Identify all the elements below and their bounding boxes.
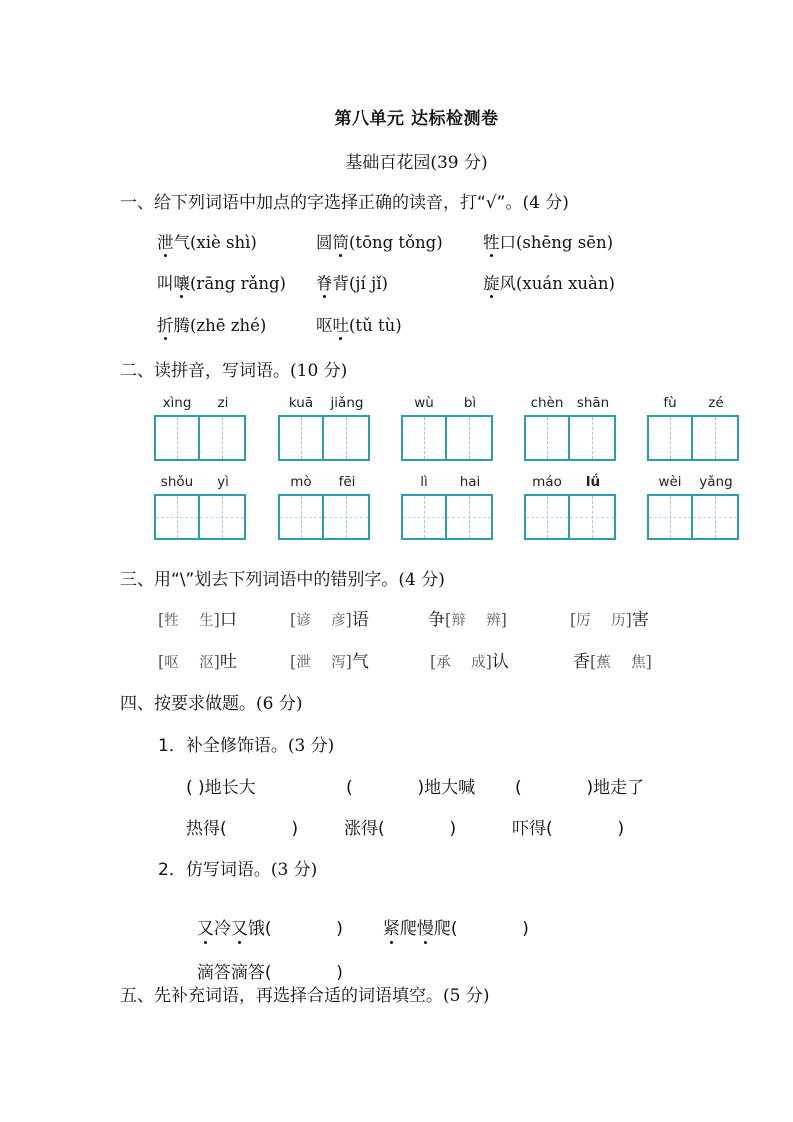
q3-item-2[interactable]: [谚 彦]语 <box>290 610 369 630</box>
question-1-heading: 一、给下列词语中加点的字选择正确的读音，打“√”。(4 分) <box>120 193 569 213</box>
q3-item-7[interactable]: [承 成]认 <box>430 652 509 672</box>
q4-sub1-blank-4[interactable]: 热得( ) <box>186 819 299 839</box>
char-box[interactable] <box>647 415 693 461</box>
q4-sub1-blank-2[interactable]: ( )地大喊 <box>346 778 476 798</box>
char-box[interactable] <box>324 415 370 461</box>
question-4-heading: 四、按要求做题。(6 分) <box>120 694 303 714</box>
char-box[interactable] <box>447 415 493 461</box>
char-box[interactable] <box>447 494 493 540</box>
q3-item-4[interactable]: [厉 历]害 <box>570 610 649 630</box>
q1-item-6: 旋风(xuán xuàn) <box>483 274 615 293</box>
q3-item-8[interactable]: 香[蕉 焦] <box>573 652 652 672</box>
q1-item-2: 圆筒(tōng tǒng) <box>316 233 443 252</box>
q1-item-4: 叫嚷(rāng rǎng) <box>157 274 286 293</box>
q3-item-5[interactable]: [呕 沤]吐 <box>158 652 237 672</box>
q1-item-1: 泄气(xiè shì) <box>157 233 257 252</box>
q1-item-5: 脊背(jí jǐ) <box>316 274 388 293</box>
char-box[interactable] <box>647 494 693 540</box>
q4-sub2-example-3[interactable]: 滴答滴答( ) <box>196 963 343 983</box>
q1-item-8: 呕吐(tǔ tù) <box>316 316 402 335</box>
page-title: 第八单元 达标检测卷 <box>334 109 499 129</box>
char-box[interactable] <box>693 494 739 540</box>
char-box[interactable] <box>524 494 570 540</box>
char-box[interactable] <box>570 415 616 461</box>
q3-item-3[interactable]: 争[辩 辨] <box>428 610 507 630</box>
q4-sub2-example-1[interactable]: 又冷又饿( ) <box>196 919 343 939</box>
question-3-heading: 三、用“\”划去下列词语中的错别字。(4 分) <box>120 570 445 590</box>
question-2-heading: 二、读拼音，写词语。(10 分) <box>120 361 348 381</box>
q4-sub1-blank-1[interactable]: ( )地长大 <box>186 778 256 798</box>
q3-item-6[interactable]: [泄 泻]气 <box>290 652 369 672</box>
char-box[interactable] <box>154 415 200 461</box>
char-box[interactable] <box>278 415 324 461</box>
char-box[interactable] <box>524 415 570 461</box>
char-box[interactable] <box>278 494 324 540</box>
q4-sub1-heading: 1．补全修饰语。(3 分) <box>158 736 335 756</box>
question-5-heading: 五、先补充词语，再选择合适的词语填空。(5 分) <box>120 986 490 1006</box>
q4-sub1-blank-5[interactable]: 涨得( ) <box>344 819 457 839</box>
q1-item-7: 折腾(zhē zhé) <box>157 316 267 335</box>
q4-sub2-example-2[interactable]: 紧爬慢爬( ) <box>382 919 529 939</box>
q4-sub2-heading: 2．仿写词语。(3 分) <box>158 860 318 880</box>
q3-item-1[interactable]: [牲 生]口 <box>158 610 237 630</box>
char-box[interactable] <box>693 415 739 461</box>
section-subtitle: 基础百花园(39 分) <box>345 153 488 173</box>
q1-item-3: 牲口(shēng sēn) <box>483 233 614 252</box>
char-box[interactable] <box>154 494 200 540</box>
char-box[interactable] <box>401 415 447 461</box>
q4-sub1-blank-3[interactable]: ( )地走了 <box>515 778 645 798</box>
char-box[interactable] <box>570 494 616 540</box>
char-box[interactable] <box>401 494 447 540</box>
char-box[interactable] <box>200 494 246 540</box>
char-box[interactable] <box>324 494 370 540</box>
char-box[interactable] <box>200 415 246 461</box>
q4-sub1-blank-6[interactable]: 吓得( ) <box>512 819 625 839</box>
